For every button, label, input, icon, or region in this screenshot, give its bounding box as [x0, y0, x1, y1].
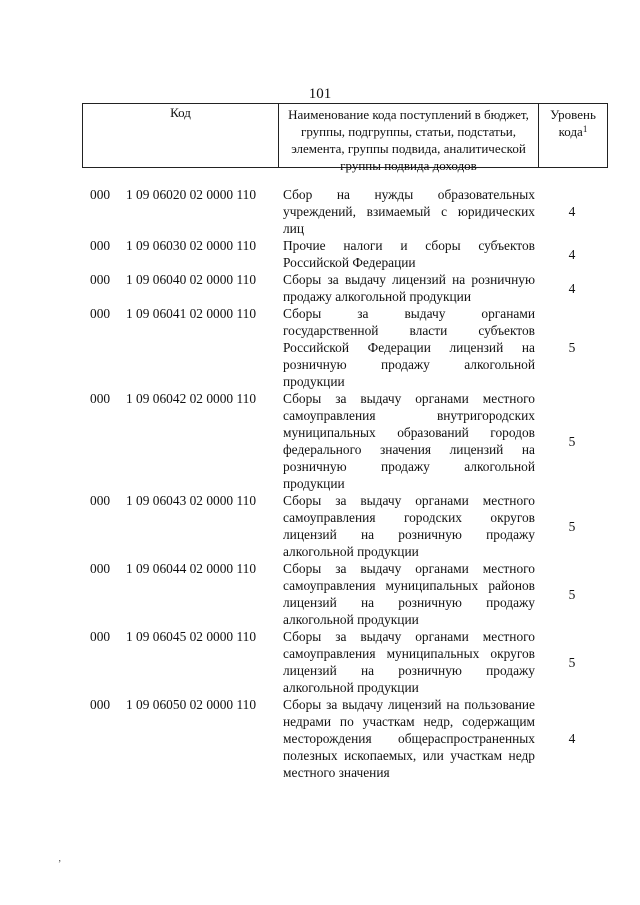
scan-speck: ‚: [58, 853, 62, 864]
row-prefix: 000: [90, 561, 111, 576]
header-code-label: Код: [170, 105, 191, 120]
header-name-cell: [279, 104, 539, 173]
row-level: 5: [568, 586, 576, 602]
table-row: [82, 390, 608, 492]
table-row: [82, 696, 608, 781]
table-row: [82, 560, 608, 628]
row-name: Прочие налоги и сборы субъектов Российской Федерации: [283, 238, 535, 270]
table-header: [82, 103, 608, 173]
row-level: 5: [568, 433, 576, 449]
row-level: 4: [568, 204, 576, 219]
row-name: Сбор на нужды образовательных учреждений, взимаемый с юридических лиц: [283, 187, 535, 236]
table-row: [82, 271, 608, 305]
header-code-cell: [83, 104, 279, 167]
row-name: Сборы за выдачу лицензий на пользование недрами по участкам недр, содержащим месторождения общераспространенных полезных ископаемых, или участкам недр местного значения: [283, 697, 535, 780]
table-row: [82, 492, 608, 560]
row-name: Сборы за выдачу органами местного самоуправления муниципальных районов лицензий на розничную продажу алкогольной продукции: [283, 561, 535, 627]
row-level: 4: [568, 280, 576, 296]
row-prefix: 000: [90, 306, 111, 321]
table-row: [82, 628, 608, 696]
header-level-label: Уровень кода: [550, 107, 596, 139]
row-code: 1 09 06040 02 0000 110: [126, 272, 257, 287]
row-name: Сборы за выдачу органами местного самоуправления внутригородских муниципальных образований городов федерального значения лицензий на розничную продажу алкогольной продукции: [283, 391, 535, 491]
row-code: 1 09 06042 02 0000 110: [126, 391, 257, 406]
page-number: 101: [308, 86, 332, 102]
row-name: Сборы за выдачу органами местного самоуправления муниципальных округов лицензий на розничную продажу алкогольной продукции: [283, 629, 535, 695]
row-level: 5: [568, 518, 576, 534]
row-code: 1 09 06020 02 0000 110: [126, 187, 257, 202]
row-prefix: 000: [90, 187, 111, 202]
row-prefix: 000: [90, 493, 111, 508]
row-level: 4: [568, 731, 576, 746]
row-prefix: 000: [90, 697, 111, 712]
row-code: 1 09 06030 02 0000 110: [126, 238, 257, 253]
row-code: 1 09 06045 02 0000 110: [126, 629, 257, 644]
row-level: 4: [568, 246, 576, 262]
row-code: 1 09 06041 02 0000 110: [126, 306, 257, 321]
row-level: 5: [568, 340, 576, 355]
table-body: [82, 186, 608, 781]
row-code: 1 09 06043 02 0000 110: [126, 493, 257, 508]
header-name-label: Наименование кода поступлений в бюджет, группы, подгруппы, статьи, подстатьи, элемента, группы подвида, аналитической группы подвида доходов: [288, 107, 529, 173]
table-row: [82, 237, 608, 271]
row-code: 1 09 06044 02 0000 110: [126, 561, 257, 576]
header-level-cell: [539, 104, 607, 167]
row-level: 5: [568, 654, 576, 670]
row-prefix: 000: [90, 272, 111, 287]
row-prefix: 000: [90, 629, 111, 644]
row-code: 1 09 06050 02 0000 110: [126, 697, 257, 712]
row-name: Сборы за выдачу лицензий на розничную продажу алкогольной продукции: [283, 272, 535, 304]
row-prefix: 000: [90, 238, 111, 253]
row-name: Сборы за выдачу органами местного самоуправления городских округов лицензий на розничную продажу алкогольной продукции: [283, 493, 535, 559]
row-prefix: 000: [90, 391, 111, 406]
table-row: [82, 186, 608, 237]
header-level-footnote: 1: [582, 124, 588, 134]
table-row: [82, 305, 608, 390]
row-name: Сборы за выдачу органами государственной власти субъектов Российской Федерации лицензий на розничную продажу алкогольной продукции: [283, 306, 535, 389]
